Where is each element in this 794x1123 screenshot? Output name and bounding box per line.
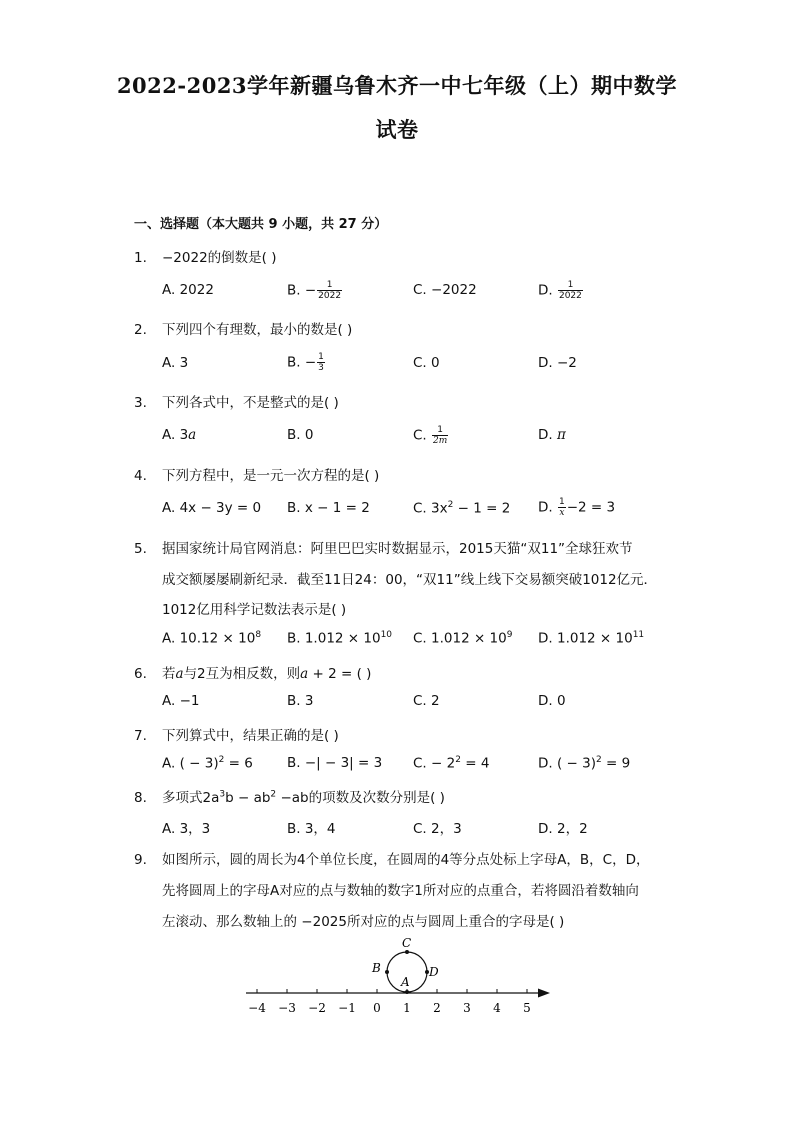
tick-label: 3 (463, 1001, 471, 1015)
point-label-a: A (401, 975, 410, 989)
option-a: A. 3 (162, 355, 189, 371)
number-line-figure (230, 930, 570, 1025)
option-a: A. 3a (162, 427, 197, 443)
tick-label: 1 (403, 1001, 411, 1015)
question-stem-line2: 先将圆周上的字母A对应的点与数轴的数字1所对应的点重合，若将圆沿着数轴向 (162, 883, 639, 899)
option-b: B. 0 (287, 427, 314, 443)
tick-label: 4 (493, 1001, 501, 1015)
option-a: A. 3，3 (162, 821, 211, 837)
question-number: 1. (134, 250, 147, 266)
question-stem: 下列各式中，不是整式的是( ) (162, 395, 339, 411)
point-b-dot (385, 970, 389, 974)
question-stem: 下列四个有理数，最小的数是( ) (162, 322, 353, 338)
option-b: B. x − 1 = 2 (287, 500, 370, 516)
point-label-d: D (429, 965, 439, 979)
tick-label: 0 (373, 1001, 381, 1015)
option-d: D. 2，2 (538, 821, 588, 837)
question-5: 5. 据国家统计局官网消息：阿里巴巴实时数据显示，2015天猫“双11”全球狂欢节 (134, 541, 633, 557)
question-stem: −2022的倒数是( ) (162, 250, 277, 266)
question-stem: 下列算式中，结果正确的是( ) (162, 728, 339, 744)
option-b: B. − $\frac{1}{3}$ (287, 352, 324, 373)
option-b: B. 3，4 (287, 821, 336, 837)
exam-title-line1: 2022-2023学年新疆乌鲁木齐一中七年级（上）期中数学 (116, 73, 678, 98)
option-b: B. − $\frac{1}{2022}$ (287, 280, 342, 301)
question-1 (134, 246, 277, 266)
tick-label: 2 (433, 1001, 441, 1015)
point-c-dot (405, 950, 409, 954)
option-a: A. ( − 3)$^2$ = 6 (162, 755, 253, 772)
question-stem-line3: 1012亿用科学记数法表示是( ) (162, 602, 347, 618)
option-d: D. π (538, 427, 566, 443)
question-7: 7. 下列算式中，结果正确的是( ) (134, 728, 339, 744)
point-label-c: C (402, 936, 412, 950)
axis-arrow (538, 989, 550, 998)
question-stem-line3: 左滚动、那么数轴上的 −2025所对应的点与圆周上重合的字母是( ) (162, 914, 565, 930)
option-d: D. −2 (538, 355, 577, 371)
option-d: D. $\frac{1}{2022}$ (538, 280, 582, 301)
option-d: D. 0 (538, 693, 566, 709)
point-label-b: B (372, 961, 381, 975)
option-a: A. 4x − 3y = 0 (162, 500, 262, 516)
question-3: 3. 下列各式中，不是整式的是( ) (134, 395, 339, 411)
option-b: B. 3 (287, 693, 314, 709)
option-c: C. $\frac{1}{2m}$ (413, 425, 448, 446)
section-heading: 一、选择题（本大题共 9 小题，共 27 分） (134, 217, 388, 232)
option-b: B. −| − 3| = 3 (287, 755, 383, 771)
tick-label: −2 (308, 1001, 326, 1015)
option-c: C. $3x^2 - 1 = 2$ (413, 500, 511, 517)
option-a: A. −1 (162, 693, 200, 709)
tick-label: −3 (278, 1001, 296, 1015)
question-6: 6. 若a与2互为相反数，则a + 2 = ( ) (134, 666, 372, 682)
question-4: 4. 下列方程中，是一元一次方程的是( ) (134, 468, 380, 484)
exam-title-line2: 试卷 (375, 117, 419, 142)
option-d: D. $\frac{1}{x}$ −2 = 3 (538, 497, 616, 518)
option-b: B. $1.012 \times 10^{10}$ (287, 630, 393, 647)
question-stem-line1: 据国家统计局官网消息：阿里巴巴实时数据显示，2015天猫“双11”全球狂欢节 (162, 541, 633, 557)
option-c: C. −2022 (413, 282, 477, 298)
option-c: C. 0 (413, 355, 440, 371)
question-8: 8. 多项式$2a^3b - ab^2 -ab$的项数及次数分别是( ) (134, 789, 445, 806)
tick-label: −1 (338, 1001, 356, 1015)
option-a: A. $10.12 \times 10^8$ (162, 630, 262, 647)
question-2: 2. 下列四个有理数，最小的数是( ) (134, 322, 353, 338)
option-c: C. $1.012 \times 10^9$ (413, 630, 513, 647)
question-stem-line1: 如图所示，圆的周长为4个单位长度，在圆周的4等分点处标上字母A，B，C，D， (162, 852, 650, 868)
option-c: C. − $2^2 = 4$ (413, 755, 490, 772)
option-c: C. 2，3 (413, 821, 462, 837)
option-a: A. 2022 (162, 282, 214, 298)
question-stem: 下列方程中，是一元一次方程的是( ) (162, 468, 380, 484)
question-stem-line2: 成交额屡屡刷新纪录．截至11日24：00，“双11”线上线下交易额突破1012亿元． (162, 572, 658, 588)
tick-label: 5 (523, 1001, 531, 1015)
tick-label: −4 (248, 1001, 266, 1015)
option-c: C. 2 (413, 693, 440, 709)
point-a-dot (405, 990, 409, 994)
option-d: D. ( − 3)$^2$ = 9 (538, 755, 631, 772)
option-d: D. $1.012 \times 10^{11}$ (538, 630, 645, 647)
question-9: 9. 如图所示，圆的周长为4个单位长度，在圆周的4等分点处标上字母A，B，C，D， (134, 852, 650, 868)
